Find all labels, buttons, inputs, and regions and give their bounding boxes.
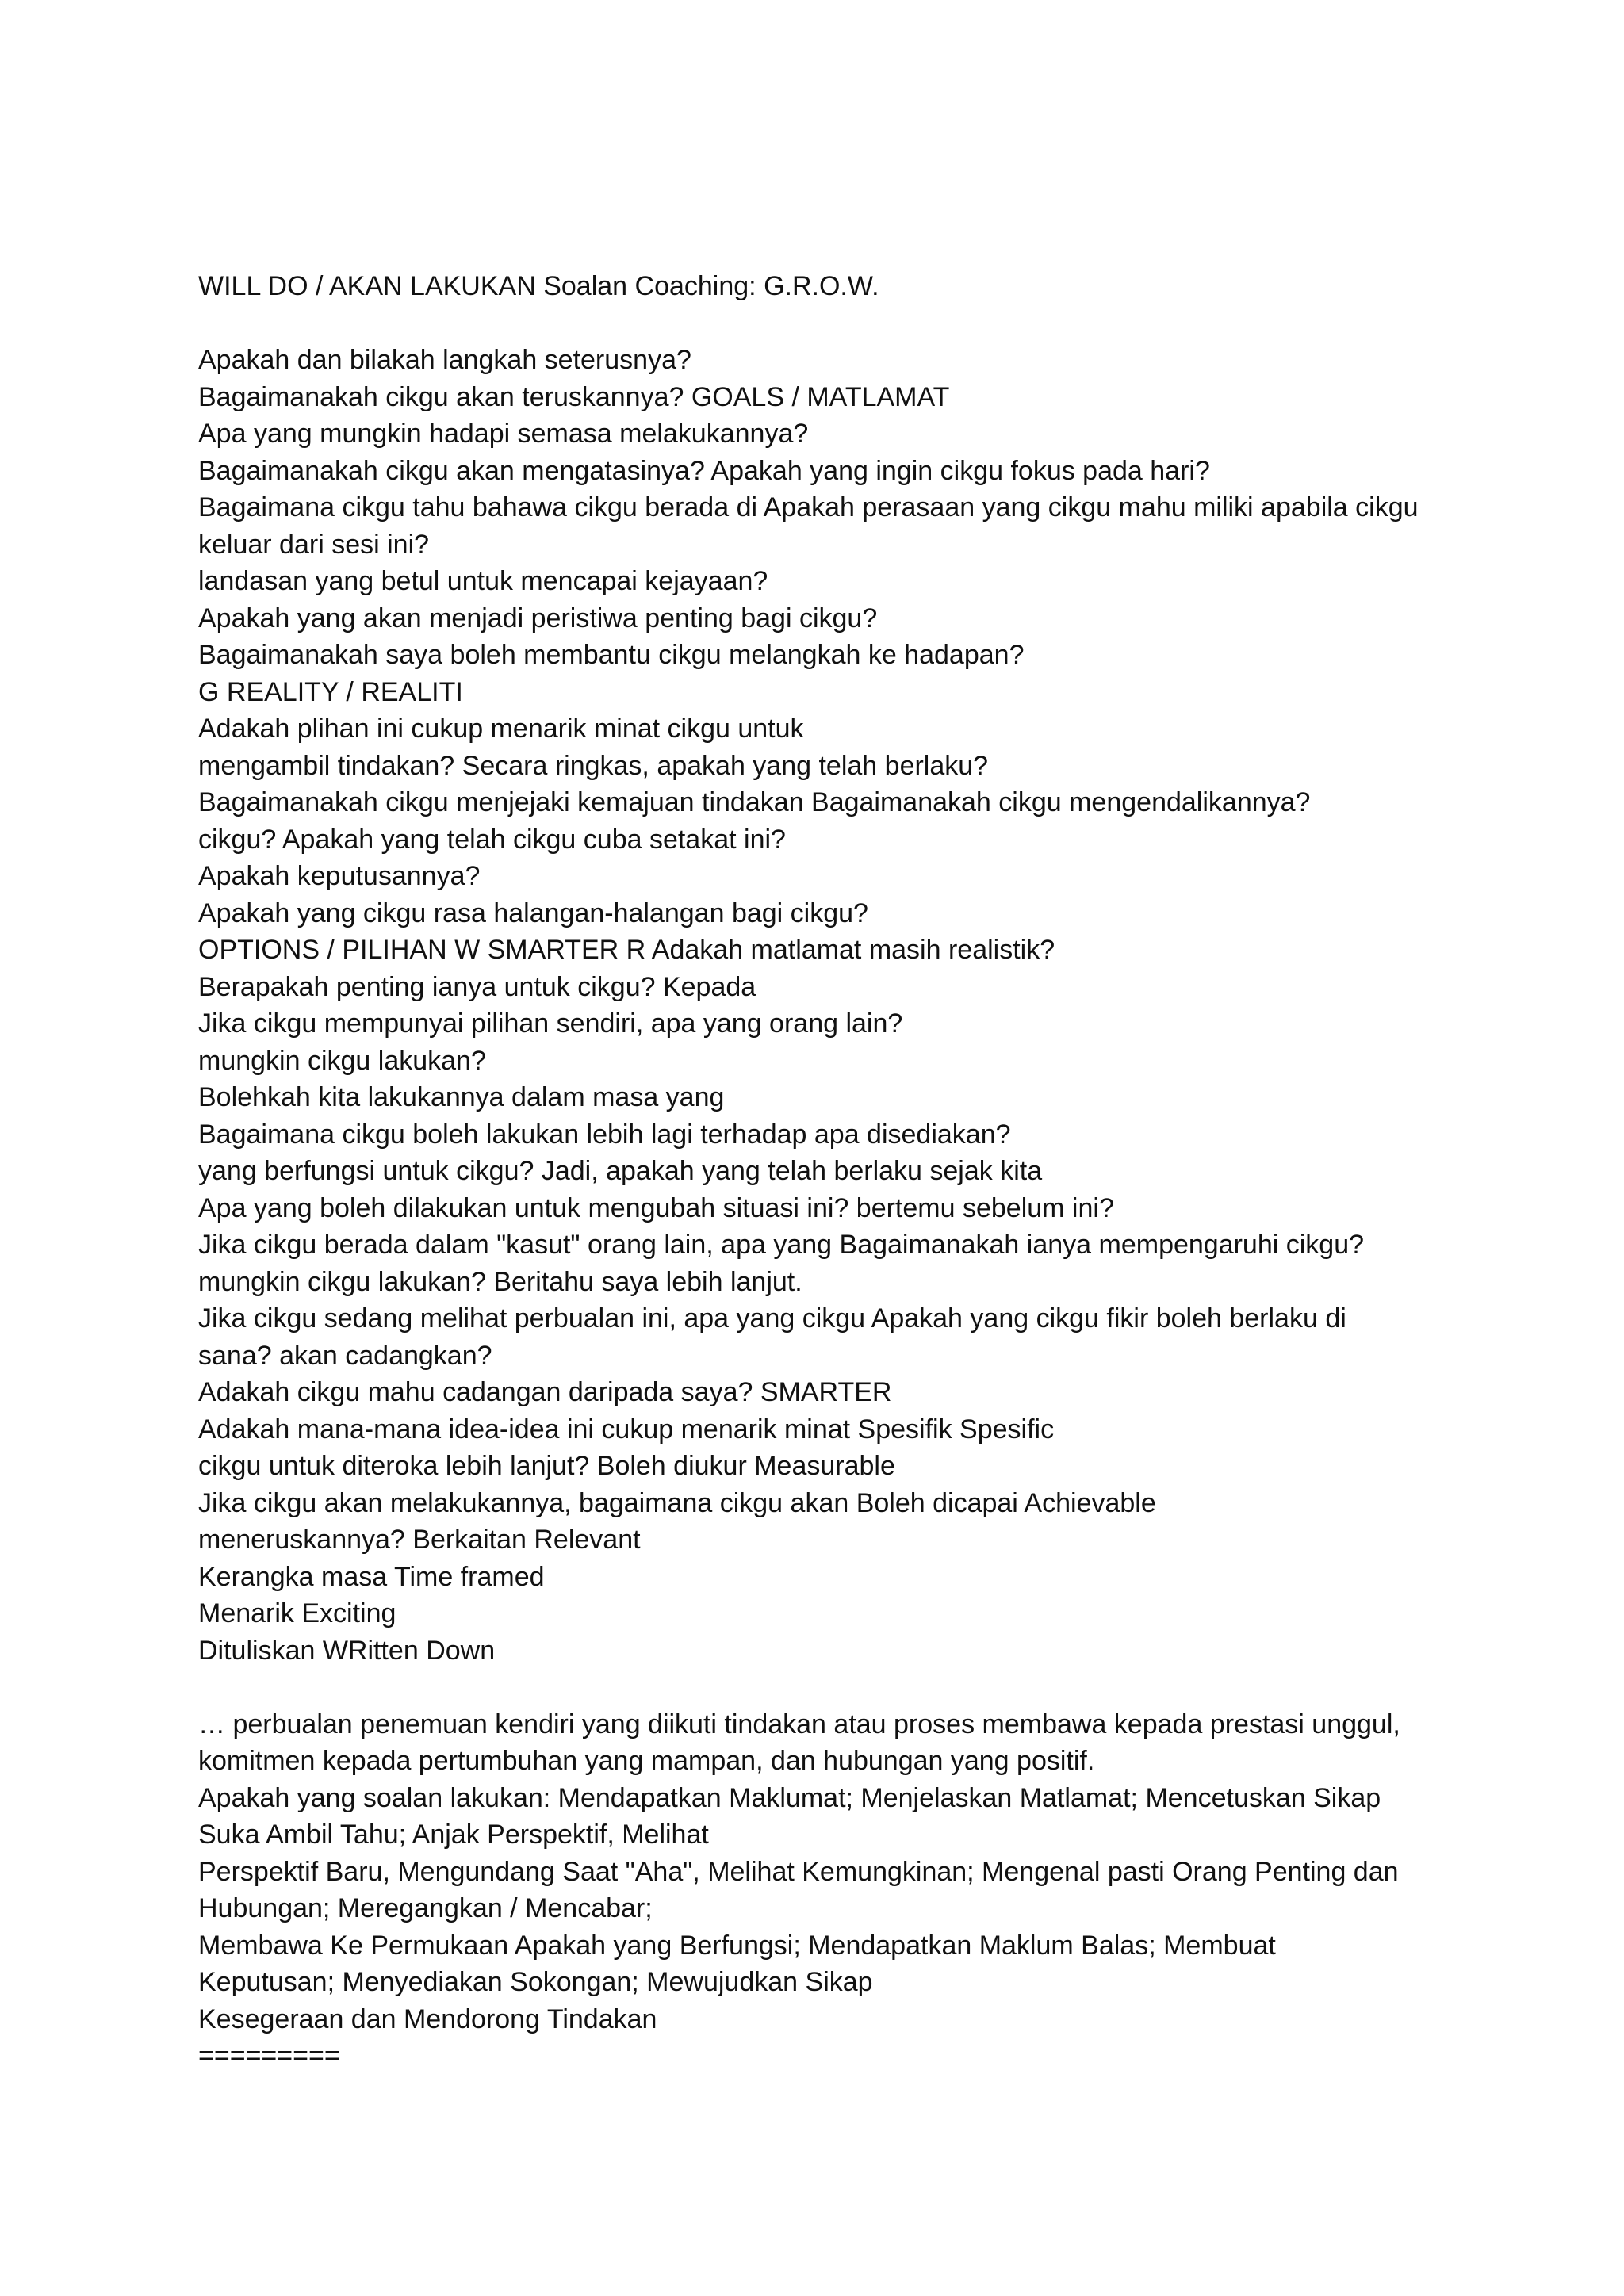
text-line: Jika cikgu mempunyai pilihan sendiri, apa yang orang lain? xyxy=(198,1008,903,1039)
text-line: Adakah plihan ini cukup menarik minat cikgu untuk xyxy=(198,714,804,744)
text-line: keluar dari sesi ini? xyxy=(198,529,430,560)
text-line: mengambil tindakan? Secara ringkas, apakah yang telah berlaku? xyxy=(198,750,989,781)
spacer xyxy=(198,305,1435,342)
text-line: Jika cikgu sedang melihat perbualan ini, apa yang cikgu Apakah yang cikgu fikir boleh berlaku di xyxy=(198,1303,1346,1334)
text-line: mungkin cikgu lakukan? Beritahu saya lebih lanjut. xyxy=(198,1266,802,1297)
text-line: Adakah mana-mana idea-idea ini cukup menarik minat Spesifik Spesific xyxy=(198,1414,1055,1445)
text-line: Jika cikgu berada dalam "kasut" orang lain, apa yang Bagaimanakah ianya mempengaruhi cikgu? xyxy=(198,1230,1365,1260)
text-line: Bolehkah kita lakukannya dalam masa yang xyxy=(198,1082,725,1112)
text-line: Bagaimanakah cikgu akan mengatasinya? Apakah yang ingin cikgu fokus pada hari? xyxy=(198,455,1210,486)
document-page xyxy=(198,268,1435,2075)
text-line: Menarik Exciting xyxy=(198,1598,396,1628)
text-line: Dituliskan WRitten Down xyxy=(198,1635,496,1666)
text-line: Jika cikgu akan melakukannya, bagaimana cikgu akan Boleh dicapai Achievable xyxy=(198,1487,1156,1518)
text-line: cikgu untuk diteroka lebih lanjut? Boleh diukur Measurable xyxy=(198,1451,895,1481)
text-line: Kesegeraan dan Mendorong Tindakan xyxy=(198,2003,657,2034)
text-line: Berapakah penting ianya untuk cikgu? Kepada xyxy=(198,971,756,1002)
text-line: Bagaimana cikgu tahu bahawa cikgu berada di Apakah perasaan yang cikgu mahu miliki apabila cikgu xyxy=(198,492,1419,522)
text-line: Adakah cikgu mahu cadangan daripada saya? SMARTER xyxy=(198,1377,892,1407)
text-line: Apakah yang soalan lakukan: Mendapatkan Maklumat; Menjelaskan Matlamat; Mencetuskan Sikap xyxy=(198,1782,1381,1813)
text-line: OPTIONS / PILIHAN W SMARTER R Adakah matlamat masih realistik? xyxy=(198,935,1055,965)
text-line: Apakah yang cikgu rasa halangan-halangan bagi cikgu? xyxy=(198,897,868,928)
text-line: sana? akan cadangkan? xyxy=(198,1340,492,1371)
section-grow-questions xyxy=(198,342,1435,1669)
text-line: yang berfungsi untuk cikgu? Jadi, apakah yang telah berlaku sejak kita xyxy=(198,1156,1043,1186)
text-line: Suka Ambil Tahu; Anjak Perspektif, Melihat xyxy=(198,1820,709,1850)
text-line: Bagaimanakah cikgu menjejaki kemajuan tindakan Bagaimanakah cikgu mengendalikannya? xyxy=(198,787,1311,817)
text-line: komitmen kepada pertumbuhan yang mampan, dan hubungan yang positif. xyxy=(198,1746,1095,1776)
text-line: Apakah yang akan menjadi peristiwa penting bagi cikgu? xyxy=(198,603,878,633)
text-line: Apakah dan bilakah langkah seterusnya? xyxy=(198,345,691,375)
section-coaching-summary xyxy=(198,1706,1435,2075)
text-line: Hubungan; Meregangkan / Mencabar; xyxy=(198,1893,653,1923)
text-line: Bagaimanakah saya boleh membantu cikgu melangkah ke hadapan? xyxy=(198,640,1025,670)
text-line: Apa yang boleh dilakukan untuk mengubah situasi ini? bertemu sebelum ini? xyxy=(198,1192,1114,1223)
document-heading: WILL DO / AKAN LAKUKAN Soalan Coaching: G.R.O.W. xyxy=(198,271,879,301)
text-line: Membawa Ke Permukaan Apakah yang Berfungsi; Mendapatkan Maklum Balas; Membuat xyxy=(198,1930,1276,1961)
text-line: Keputusan; Menyediakan Sokongan; Mewujudkan Sikap xyxy=(198,1967,873,1997)
text-line: Perspektif Baru, Mengundang Saat "Aha", Melihat Kemungkinan; Mengenal pasti Orang Penting dan xyxy=(198,1856,1399,1887)
text-line: landasan yang betul untuk mencapai kejayaan? xyxy=(198,566,768,596)
text-line: mungkin cikgu lakukan? xyxy=(198,1045,486,1076)
text-line: Kerangka masa Time framed xyxy=(198,1561,545,1592)
text-line: Apakah keputusannya? xyxy=(198,861,481,891)
text-line: Apa yang mungkin hadapi semasa melakukannya? xyxy=(198,419,809,449)
text-line: Bagaimanakah cikgu akan teruskannya? GOALS / MATLAMAT xyxy=(198,381,950,412)
spacer xyxy=(198,1669,1435,1706)
text-line: G REALITY / REALITI xyxy=(198,676,463,707)
text-line: meneruskannya? Berkaitan Relevant xyxy=(198,1525,641,1555)
text-line: ========= xyxy=(198,2041,340,2071)
text-line: … perbualan penemuan kendiri yang diikuti tindakan atau proses membawa kepada prestasi unggul, xyxy=(198,1709,1400,1739)
text-line: Bagaimana cikgu boleh lakukan lebih lagi terhadap apa disediakan? xyxy=(198,1119,1011,1150)
text-line: cikgu? Apakah yang telah cikgu cuba setakat ini? xyxy=(198,824,786,855)
